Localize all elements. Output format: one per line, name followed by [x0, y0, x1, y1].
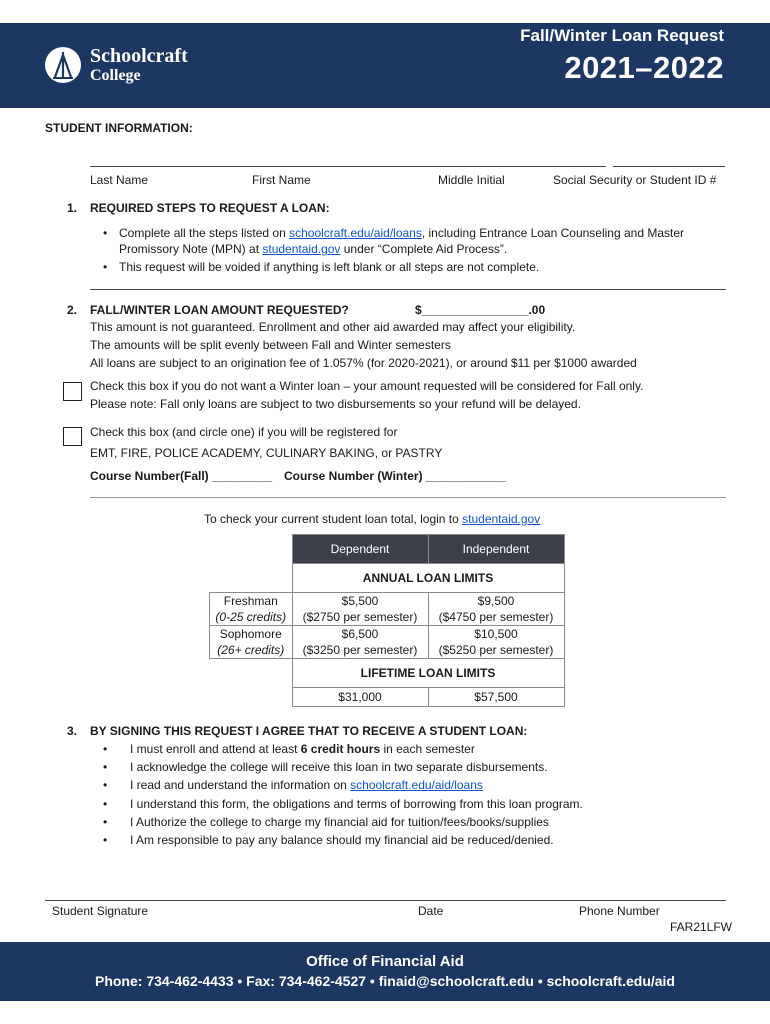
row-label-text: Freshman — [223, 594, 278, 608]
first-name-label: First Name — [252, 173, 311, 187]
table-row — [210, 626, 565, 659]
step-text-suffix: under “Complete Aid Process”. — [340, 242, 508, 256]
last-name-label: Last Name — [90, 173, 149, 187]
section2-note-guarantee: This amount is not guaranteed. Enrollment and other aid awarded may affect your eligibility. — [90, 320, 576, 334]
divider — [90, 497, 726, 498]
logo-college-subname: College — [90, 67, 141, 84]
section1-number: 1. — [67, 201, 78, 215]
credit-hours-bold: 6 credit hours — [300, 742, 381, 756]
loan-check-text — [204, 511, 540, 527]
section2-note-fee: All loans are subject to an origination fee of 1.057% (for 2020-2021), or around $11 per $1000 awarded — [90, 356, 637, 370]
loans-link[interactable]: schoolcraft.edu/aid/loans — [289, 226, 422, 240]
row-label-text: Sophomore — [219, 627, 282, 641]
fall-only-checkbox[interactable] — [63, 382, 82, 401]
annual-limits-heading: ANNUAL LOAN LIMITS — [292, 564, 564, 593]
table-row — [210, 593, 565, 626]
cell-independent — [428, 626, 564, 659]
cell-amount: $6,500 — [341, 627, 379, 641]
cell-amount: $10,500 — [474, 627, 518, 641]
ssn-label: Social Security or Student ID # — [553, 173, 717, 187]
fall-only-note: Please note: Fall only loans are subject to two disbursements so your refund will be delayed. — [90, 397, 581, 411]
footer-banner — [0, 942, 770, 1001]
agreement-understand: • I understand this form, the obligations and terms of borrowing from this loan program. — [103, 795, 703, 813]
col-independent: Independent — [428, 535, 564, 564]
program-checkbox[interactable] — [63, 427, 82, 446]
agreement-disbursement: • I acknowledge the college will receive this loan in two separate disbursements. — [103, 758, 703, 776]
col-dependent: Dependent — [292, 535, 428, 564]
agreement-responsible: • I Am responsible to pay any balance should my financial aid be reduced/denied. — [103, 831, 703, 849]
cell-semester: ($2750 per semester) — [302, 610, 418, 624]
section3-heading: BY SIGNING THIS REQUEST I AGREE THAT TO RECEIVE A STUDENT LOAN: — [90, 724, 528, 738]
course-number-fall[interactable]: Course Number(Fall) _________ — [90, 469, 273, 483]
program-options: EMT, FIRE, POLICE ACADEMY, CULINARY BAKING, or PASTRY — [90, 446, 443, 460]
section1-step-complete — [103, 225, 728, 257]
name-fill-line[interactable] — [90, 166, 606, 167]
loan-check-prefix: To check your current student loan total, login to — [204, 512, 463, 526]
agreement-authorize: • I Authorize the college to charge my financial aid for tuition/fees/books/supplies — [103, 813, 703, 831]
section1-steps-list — [103, 225, 728, 275]
id-fill-line[interactable] — [613, 166, 725, 167]
phone-number-label: Phone Number — [579, 904, 660, 918]
office-contact: Phone: 734-462-4433 • Fax: 734-462-4527 • finaid@schoolcraft.edu • schoolcraft.edu/aid — [94, 973, 675, 989]
section1-step-void-warning: • This request will be voided if anything is left blank or all steps are not complete. — [103, 259, 728, 275]
section1-heading: REQUIRED STEPS TO REQUEST A LOAN: — [90, 201, 330, 215]
divider — [90, 289, 726, 290]
cell-semester: ($5250 per semester) — [438, 643, 554, 657]
office-name: Office of Financial Aid — [306, 953, 464, 970]
agreement-text: I read and understand the information on — [130, 778, 351, 793]
studentaid-link[interactable]: studentaid.gov — [462, 512, 541, 526]
fall-only-label: Check this box if you do not want a Winter loan – your amount requested will be considered for Fall only. — [90, 379, 644, 393]
agreement-credit-hours — [103, 740, 703, 758]
agreement-text: I must enroll and attend at least — [130, 742, 301, 756]
course-number-winter[interactable]: Course Number (Winter) ____________ — [284, 469, 506, 483]
signature-line[interactable] — [45, 900, 726, 901]
step-text-mid: , including Entrance Loan Counseling and Master Promissory Note (MPN) at — [119, 226, 685, 256]
logo-college-name: Schoolcraft — [90, 45, 188, 67]
middle-initial-label: Middle Initial — [438, 173, 505, 187]
loan-limits-table — [209, 534, 565, 707]
cell-independent — [428, 593, 564, 626]
cell-amount: $5,500 — [341, 594, 379, 608]
loan-amount-field[interactable]: $________________.00 — [415, 303, 546, 317]
form-code: FAR21LFW — [669, 920, 732, 934]
form-title: Fall/Winter Loan Request — [520, 26, 724, 45]
lifetime-limits-heading: LIFETIME LOAN LIMITS — [292, 659, 564, 688]
student-signature-label: Student Signature — [52, 904, 149, 918]
section2-heading: FALL/WINTER LOAN AMOUNT REQUESTED? — [90, 303, 349, 317]
cell-semester: ($3250 per semester) — [302, 643, 418, 657]
cell-dependent — [292, 593, 428, 626]
section3-number: 3. — [67, 724, 78, 738]
row-credits: (26+ credits) — [217, 643, 285, 657]
agreement-read-info — [103, 776, 703, 794]
lifetime-independent: $57,500 — [428, 688, 564, 707]
date-label: Date — [418, 904, 444, 918]
section2-note-split: The amounts will be split evenly between Fall and Winter semesters — [90, 338, 451, 352]
studentaid-link[interactable]: studentaid.gov — [262, 242, 341, 256]
cell-semester: ($4750 per semester) — [438, 610, 554, 624]
row-label — [210, 626, 293, 659]
agreement-text-suffix: in each semester — [380, 742, 475, 756]
agreement-list — [103, 740, 703, 849]
student-info-heading: STUDENT INFORMATION: — [45, 121, 193, 135]
section2-number: 2. — [67, 303, 78, 317]
schoolcraft-logo-icon — [45, 47, 81, 83]
form-year: 2021–2022 — [564, 50, 724, 85]
cell-amount: $9,500 — [477, 594, 515, 608]
cell-dependent — [292, 626, 428, 659]
loans-link[interactable]: schoolcraft.edu/aid/loans — [350, 778, 483, 793]
lifetime-dependent: $31,000 — [292, 688, 428, 707]
row-label — [210, 593, 293, 626]
step-text: Complete all the steps listed on — [119, 226, 290, 240]
row-credits: (0-25 credits) — [215, 610, 287, 624]
program-label: Check this box (and circle one) if you will be registered for — [90, 425, 398, 439]
